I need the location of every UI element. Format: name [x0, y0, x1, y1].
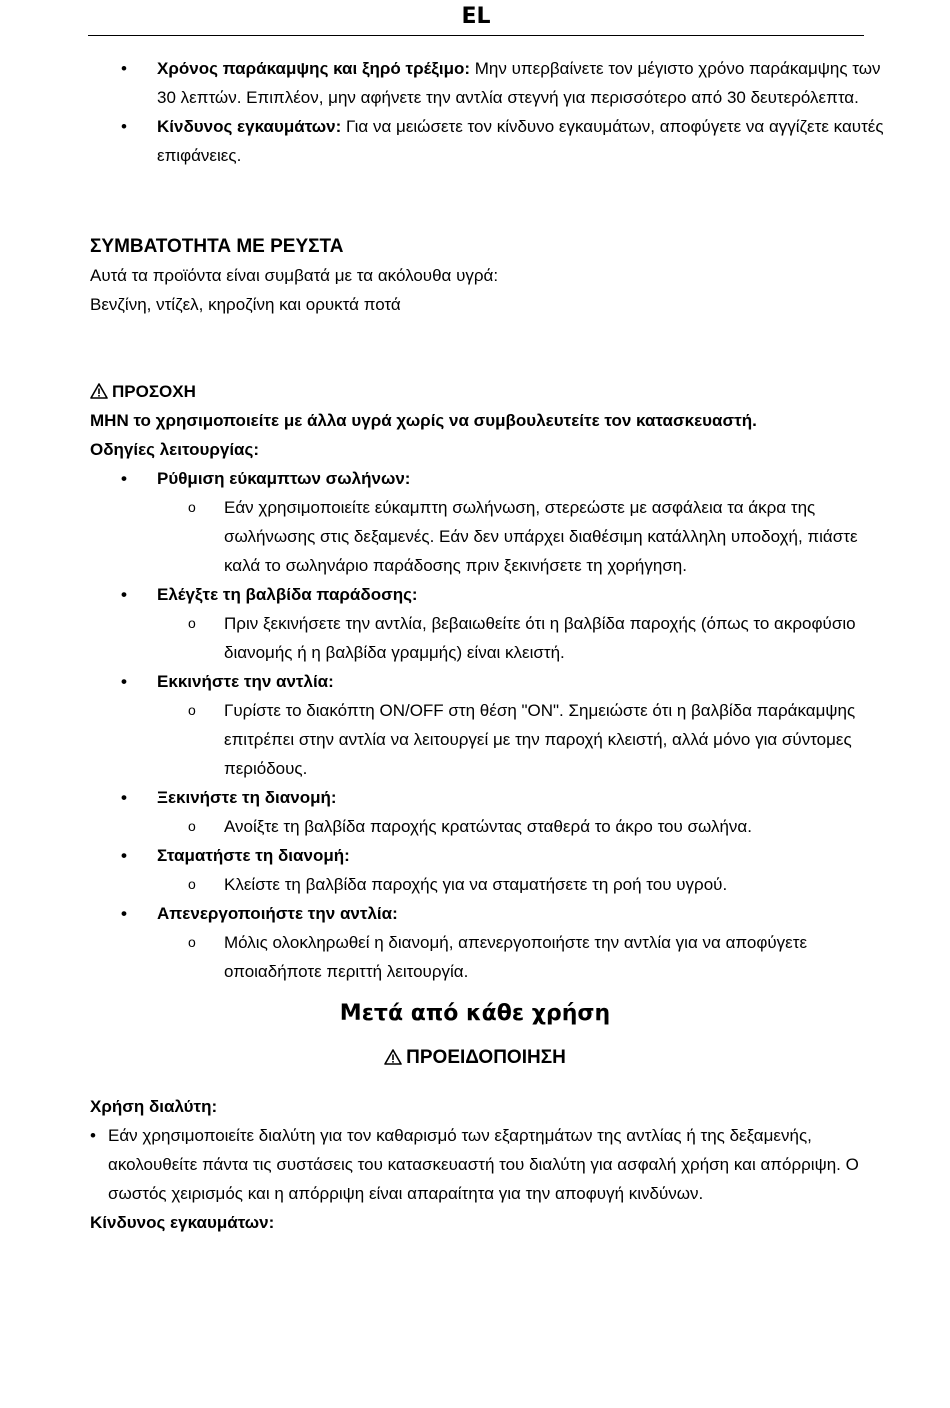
step-detail	[0, 870, 950, 899]
bullet-icon: •	[121, 846, 127, 865]
bullet-icon: •	[121, 585, 127, 604]
circle-bullet-icon: o	[188, 702, 196, 718]
bullet-icon: •	[121, 904, 127, 923]
step-text: Ανοίξτε τη βαλβίδα παροχής κρατώντας σταθερά το άκρο του σωλήνα.	[224, 817, 752, 836]
item-heading: Χρόνος παράκαμψης και ξηρό τρέξιμο:	[157, 59, 471, 78]
step-detail	[0, 696, 950, 783]
step-item	[0, 841, 950, 870]
step-title: Ξεκινήστε τη διανομή:	[157, 788, 337, 807]
page-header	[88, 0, 864, 36]
bullet-icon: •	[121, 59, 127, 78]
caution-heading	[0, 377, 950, 406]
solvent-text: Εάν χρησιμοποιείτε διαλύτη για τον καθαρισμό των εξαρτημάτων της αντλίας ή της δεξαμενής, ακολουθείτε πάντα τις συστάσεις του κατασκευαστή του διαλύτη για ασφαλή χρήση και απόρριψη. Ο σωστός χειρισμός και η απόρριψη είναι απαραίτητα για την αποφυγή κινδύνων.	[108, 1126, 859, 1203]
step-detail	[0, 928, 950, 986]
instructions-label: Οδηγίες λειτουργίας:	[90, 440, 260, 459]
step-text: Γυρίστε το διακόπτη ON/OFF στη θέση "ON". Σημειώστε ότι η βαλβίδα παράκαμψης επιτρέπει στην αντλία να λειτουργεί με την παροχή κλειστή, αλλά μόνο για σύντομες περιόδους.	[224, 701, 856, 778]
caution-title: ΠΡΟΣΟΧΗ	[112, 382, 196, 401]
compatible-fluids: Βενζίνη, ντίζελ, κηροζίνη και ορυκτά ποτά	[90, 295, 401, 314]
caution-notice: ΜΗΝ το χρησιμοποιείτε με άλλα υγρά χωρίς να συμβουλευτείτε τον κατασκευαστή.	[90, 411, 757, 430]
bullet-icon: •	[121, 672, 127, 691]
burn-hazard-label: Κίνδυνος εγκαυμάτων:	[90, 1213, 275, 1232]
item-text: Για να μειώσετε τον κίνδυνο εγκαυμάτων, αποφύγετε να αγγίζετε καυτές επιφάνειες.	[157, 117, 884, 165]
bullet-icon: •	[121, 788, 127, 807]
step-item	[0, 580, 950, 609]
step-detail	[0, 493, 950, 580]
step-text: Κλείστε τη βαλβίδα παροχής για να σταματήσετε τη ροή του υγρού.	[224, 875, 728, 894]
item-heading: Κίνδυνος εγκαυμάτων:	[157, 117, 342, 136]
step-title: Ρύθμιση εύκαμπτων σωλήνων:	[157, 469, 411, 488]
bullet-icon: •	[121, 469, 127, 488]
after-use-title: Μετά από κάθε χρήση	[339, 1001, 611, 1026]
step-item	[0, 464, 950, 493]
list-item	[0, 1121, 950, 1208]
step-text: Εάν χρησιμοποιείτε εύκαμπτη σωλήνωση, στερεώστε με ασφάλεια τα άκρα της σωλήνωσης στις δεξαμενές. Εάν δεν υπάρχει διαθέσιμη κατάλληλη υποδοχή, πιάστε καλά το σωληνάριο παράδοσης πριν ξεκινήσετε τη χορήγηση.	[224, 498, 858, 575]
compatibility-text: Αυτά τα προϊόντα είναι συμβατά με τα ακόλουθα υγρά:	[90, 266, 499, 285]
document-body	[0, 54, 950, 1237]
item-text: Μην υπερβαίνετε τον μέγιστο χρόνο παράκαμψης των 30 λεπτών. Επιπλέον, μην αφήνετε την αντλία στεγνή για περισσότερο από 30 δευτερόλεπτα.	[157, 59, 881, 107]
circle-bullet-icon: o	[188, 818, 196, 834]
bullet-icon: •	[121, 117, 127, 136]
list-item	[0, 54, 950, 112]
bullet-icon: •	[90, 1126, 96, 1145]
circle-bullet-icon: o	[188, 934, 196, 950]
warning-icon	[90, 383, 108, 399]
circle-bullet-icon: o	[188, 499, 196, 515]
warning-heading	[0, 1036, 950, 1080]
solvent-label: Χρήση διαλύτη:	[90, 1097, 218, 1116]
circle-bullet-icon: o	[188, 876, 196, 892]
warning-title: ΠΡΟΕΙΔΟΠΟΙΗΣΗ	[406, 1047, 566, 1068]
step-title: Απενεργοποιήστε την αντλία:	[157, 904, 398, 923]
step-item	[0, 667, 950, 696]
language-code: EL	[461, 4, 491, 29]
step-item	[0, 899, 950, 928]
step-detail	[0, 812, 950, 841]
step-text: Πριν ξεκινήσετε την αντλία, βεβαιωθείτε ότι η βαλβίδα παροχής (όπως το ακροφύσιο διανομής ή η βαλβίδα γραμμής) είναι κλειστή.	[224, 614, 856, 662]
step-item	[0, 783, 950, 812]
step-title: Ελέγξτε τη βαλβίδα παράδοσης:	[157, 585, 418, 604]
step-text: Μόλις ολοκληρωθεί η διανομή, απενεργοποιήστε την αντλία για να αποφύγετε οποιαδήποτε περιττή λειτουργία.	[224, 933, 808, 981]
warning-icon	[384, 1049, 402, 1065]
list-item	[0, 112, 950, 170]
step-title: Εκκινήστε την αντλία:	[157, 672, 334, 691]
compatibility-title: ΣΥΜΒΑΤΟΤΗΤΑ ΜΕ ΡΕΥΣΤΑ	[90, 236, 344, 257]
circle-bullet-icon: o	[188, 615, 196, 631]
step-detail	[0, 609, 950, 667]
step-title: Σταματήστε τη διανομή:	[157, 846, 350, 865]
